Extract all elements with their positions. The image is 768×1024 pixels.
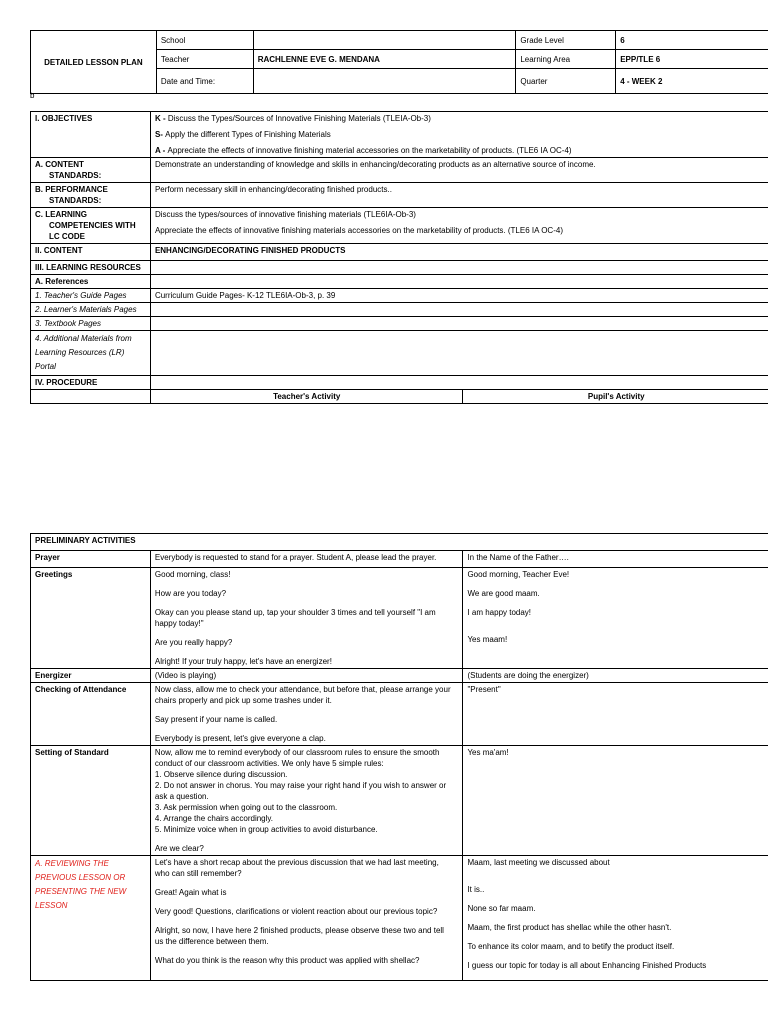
a-prefix: A - bbox=[154, 146, 168, 155]
review-label-1: A. REVIEWING THE bbox=[35, 859, 109, 868]
lc-text-2: Appreciate the effects of innovative finishing materials accessories on the marketability of products. (TLE6 IA OC-4) bbox=[154, 226, 563, 235]
greet-t3a: Okay can you please stand up, tap your shoulder 3 times and tell yourself "I am bbox=[154, 608, 436, 617]
rev-p5: To enhance its color maam, and to betify the product itself. bbox=[467, 942, 675, 951]
std-t5: ask a question. bbox=[154, 792, 209, 801]
performance-label-2: STANDARDS: bbox=[49, 196, 102, 205]
grade-value: 6 bbox=[616, 31, 768, 50]
attend-t1a: Now class, allow me to check your attendance, but before that, please arrange your bbox=[154, 685, 451, 694]
objectives-table bbox=[30, 111, 768, 404]
school-label: School bbox=[156, 31, 253, 50]
greet-p4: Yes maam! bbox=[467, 635, 508, 644]
std-t2: conduct of our classroom activities. We only have 5 simple rules: bbox=[154, 759, 384, 768]
prayer-label: Prayer bbox=[31, 551, 151, 568]
attend-t3: Everybody is present, let's give everyone a clap. bbox=[154, 734, 326, 743]
review-lesson-label bbox=[31, 856, 151, 981]
resources-empty bbox=[150, 261, 768, 275]
ref-additional-label-1: 4. Additional Materials from bbox=[35, 334, 132, 343]
attendance-pupil: "Present" bbox=[463, 683, 768, 746]
attendance-teacher bbox=[150, 683, 463, 746]
greetings-label: Greetings bbox=[31, 568, 151, 669]
lc-label-1: C. LEARNING bbox=[35, 210, 87, 219]
greet-p2: We are good maam. bbox=[467, 589, 540, 598]
ref-learners-materials-label: 2. Learner's Materials Pages bbox=[31, 303, 151, 317]
greet-t1: Good morning, class! bbox=[154, 570, 231, 579]
learning-competencies-label bbox=[31, 208, 151, 244]
rev-p1: Maam, last meeting we discussed about bbox=[467, 858, 610, 867]
content-standards-label bbox=[31, 158, 151, 183]
rev-t3: Very good! Questions, clarifications or violent reaction about our previous topic? bbox=[154, 907, 438, 916]
review-label-3: PRESENTING THE NEW bbox=[35, 887, 127, 896]
a-objective: Appreciate the effects of innovative finishing material accessories on the marketability of products. (TLE6 IA OC-4) bbox=[167, 146, 572, 155]
setting-standard-pupil: Yes ma'am! bbox=[463, 746, 768, 856]
rev-p2: It is.. bbox=[467, 885, 485, 894]
energizer-pupil: (Students are doing the energizer) bbox=[463, 669, 768, 683]
date-value bbox=[253, 69, 516, 94]
content-standards-text: Demonstrate an understanding of knowledge and skills in enhancing/decorating products as an alternative source of income. bbox=[150, 158, 768, 183]
s-prefix: S- bbox=[154, 130, 166, 139]
ref-textbook-value bbox=[150, 317, 768, 331]
setting-standard-label: Setting of Standard bbox=[31, 746, 151, 856]
procedure-empty bbox=[150, 376, 768, 390]
quarter-value: 4 - WEEK 2 bbox=[616, 69, 768, 94]
procedure-table bbox=[30, 533, 768, 981]
rev-t2: Great! Again what is bbox=[154, 888, 227, 897]
content-standards-label-2: STANDARDS: bbox=[49, 171, 102, 180]
prayer-teacher: Everybody is requested to stand for a prayer. Student A, please lead the prayer. bbox=[150, 551, 463, 568]
procedure-heading: IV. PROCEDURE bbox=[31, 376, 151, 390]
references-heading: A. References bbox=[31, 275, 151, 289]
teacher-value: RACHLENNE EVE G. MENDANA bbox=[253, 50, 516, 69]
stray-mark: b bbox=[30, 91, 35, 100]
prayer-pupil: In the Name of the Father…. bbox=[463, 551, 768, 568]
std-t4: 2. Do not answer in chorus. You may raise your right hand if you wish to answer or bbox=[154, 781, 447, 790]
performance-standards-label bbox=[31, 183, 151, 208]
date-label: Date and Time: bbox=[156, 69, 253, 94]
rev-t1a: Let's have a short recap about the previous discussion that we had last meeting, bbox=[154, 858, 439, 867]
energizer-teacher: (Video is playing) bbox=[150, 669, 463, 683]
plan-title: DETAILED LESSON PLAN bbox=[31, 31, 157, 94]
content-standards-label-1: A. CONTENT bbox=[35, 160, 84, 169]
quarter-label: Quarter bbox=[516, 69, 616, 94]
ref-additional-label bbox=[31, 331, 151, 376]
std-t7: 4. Arrange the chairs accordingly. bbox=[154, 814, 274, 823]
pupil-activity-header: Pupil's Activity bbox=[463, 390, 768, 404]
greet-p1: Good morning, Teacher Eve! bbox=[467, 570, 570, 579]
greet-t2: How are you today? bbox=[154, 589, 227, 598]
review-label-4: LESSON bbox=[35, 901, 68, 910]
review-pupil bbox=[463, 856, 768, 981]
header-table bbox=[30, 30, 768, 94]
k-prefix: K - bbox=[154, 114, 168, 123]
ref-textbook-label: 3. Textbook Pages bbox=[31, 317, 151, 331]
rev-t4b: us the difference between them. bbox=[154, 937, 269, 946]
k-objective: Discuss the Types/Sources of Innovative Finishing Materials (TLEIA-Ob-3) bbox=[167, 114, 431, 123]
greet-t4: Are you really happy? bbox=[154, 638, 233, 647]
attend-t2: Say present if your name is called. bbox=[154, 715, 278, 724]
rev-p3: None so far maam. bbox=[467, 904, 536, 913]
area-value: EPP/TLE 6 bbox=[616, 50, 768, 69]
energizer-label: Energizer bbox=[31, 669, 151, 683]
rev-t4a: Alright, so now, I have here 2 finished products, please observe these two and tell bbox=[154, 926, 444, 935]
grade-label: Grade Level bbox=[516, 31, 616, 50]
objectives-heading: I. OBJECTIVES bbox=[31, 112, 151, 158]
attend-t1b: chairs properly and pick up some trashes under it. bbox=[154, 696, 332, 705]
teacher-label: Teacher bbox=[156, 50, 253, 69]
resources-heading: III. LEARNING RESOURCES bbox=[31, 261, 151, 275]
greetings-pupil bbox=[463, 568, 768, 669]
lc-label-3: LC CODE bbox=[49, 232, 85, 241]
review-label-2: PREVIOUS LESSON OR bbox=[35, 873, 126, 882]
rev-p6: I guess our topic for today is all about Enhancing Finished Products bbox=[467, 961, 707, 970]
std-t8: 5. Minimize voice when in group activities to avoid disturbance. bbox=[154, 825, 378, 834]
objectives-list bbox=[150, 112, 768, 158]
content-heading: II. CONTENT bbox=[31, 244, 151, 261]
lc-text-1: Discuss the types/sources of innovative finishing materials (TLE6IA-Ob-3) bbox=[154, 210, 416, 219]
greet-p3: I am happy today! bbox=[467, 608, 532, 617]
performance-standards-text: Perform necessary skill in enhancing/decorating finished products.. bbox=[150, 183, 768, 208]
ref-additional-value bbox=[150, 331, 768, 376]
std-t3: 1. Observe silence during discussion. bbox=[154, 770, 288, 779]
ref-additional-label-2: Learning Resources (LR) bbox=[35, 348, 125, 357]
attendance-label: Checking of Attendance bbox=[31, 683, 151, 746]
rev-t5: What do you think is the reason why this product was applied with shellac? bbox=[154, 956, 420, 965]
ref-learners-materials-value bbox=[150, 303, 768, 317]
ref-teachers-guide-value: Curriculum Guide Pages- K-12 TLE6IA-Ob-3, p. 39 bbox=[150, 289, 768, 303]
greet-t3b: happy today!" bbox=[154, 619, 204, 628]
std-t9: Are we clear? bbox=[154, 844, 204, 853]
content-value: ENHANCING/DECORATING FINISHED PRODUCTS bbox=[150, 244, 768, 261]
references-empty bbox=[150, 275, 768, 289]
rev-t1b: who can still remember? bbox=[154, 869, 242, 878]
lc-label-2: COMPETENCIES WITH bbox=[49, 221, 136, 230]
ref-additional-label-3: Portal bbox=[35, 362, 56, 371]
preliminary-activities-title: PRELIMINARY ACTIVITIES bbox=[31, 534, 768, 551]
greet-t5: Alright! If your truly happy, let's have an energizer! bbox=[154, 657, 332, 666]
activity-header-blank bbox=[31, 390, 151, 404]
rev-p4: Maam, the first product has shellac while the other hasn't. bbox=[467, 923, 672, 932]
area-label: Learning Area bbox=[516, 50, 616, 69]
setting-standard-teacher bbox=[150, 746, 463, 856]
school-value bbox=[253, 31, 516, 50]
greetings-teacher bbox=[150, 568, 463, 669]
s-objective: Apply the different Types of Finishing Materials bbox=[165, 130, 331, 139]
learning-competencies-text bbox=[150, 208, 768, 244]
std-t1: Now, allow me to remind everybody of our classroom rules to ensure the smooth bbox=[154, 748, 440, 757]
ref-teachers-guide-label: 1. Teacher's Guide Pages bbox=[31, 289, 151, 303]
review-teacher bbox=[150, 856, 463, 981]
teacher-activity-header: Teacher's Activity bbox=[150, 390, 463, 404]
performance-label-1: B. PERFORMANCE bbox=[35, 185, 108, 194]
std-t6: 3. Ask permission when going out to the classroom. bbox=[154, 803, 338, 812]
